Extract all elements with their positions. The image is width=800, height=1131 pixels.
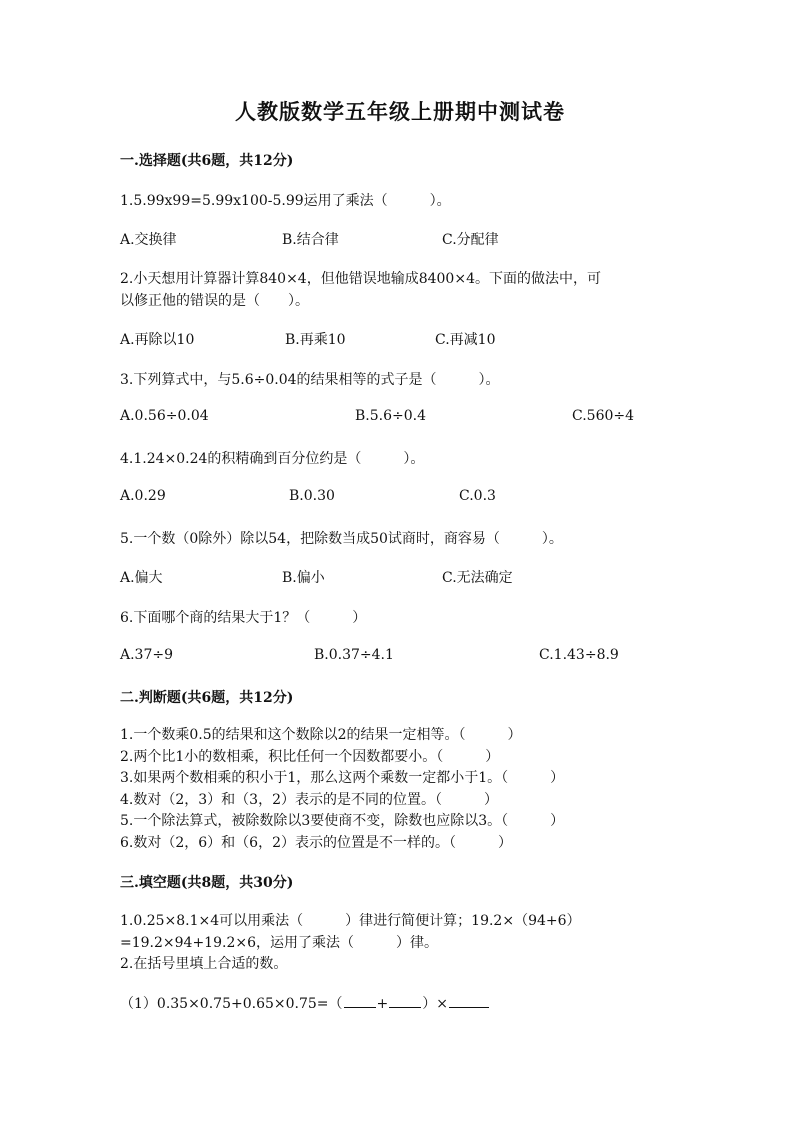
page-title: 人教版数学五年级上册期中测试卷 — [235, 99, 565, 124]
option-a: A.交换律 — [120, 232, 177, 248]
judge-item: 6.数对（2，6）和（6，2）表示的位置是不一样的。（ ） — [120, 835, 512, 851]
option-a: A.再除以10 — [120, 332, 195, 348]
formula-plus: + — [376, 996, 389, 1012]
fill-item: 1.0.25×8.1×4可以用乘法（ ）律进行简便计算；19.2×（94+6） — [120, 913, 581, 929]
question-text: 6.下面哪个商的结果大于1？（ ） — [120, 610, 367, 626]
fill-formula — [120, 993, 490, 1013]
option-c: C.0.3 — [459, 488, 496, 504]
option-c: C.分配律 — [442, 232, 499, 248]
question-text: 2.小天想用计算器计算840×4，但他错误地输成8400×4。下面的做法中，可 — [120, 271, 601, 287]
option-b: B.偏小 — [282, 570, 325, 586]
option-c: C.无法确定 — [442, 570, 513, 586]
question-text: 以修正他的错误的是（ ）。 — [120, 293, 309, 309]
answer-blank[interactable] — [344, 993, 376, 1008]
section-heading-choice: 一.选择题(共6题，共12分) — [120, 153, 294, 169]
answer-blank[interactable] — [449, 993, 489, 1008]
judge-item: 4.数对（2，3）和（3，2）表示的是不同的位置。（ ） — [120, 792, 498, 808]
option-b: B.5.6÷0.4 — [355, 408, 426, 424]
option-a: A.37÷9 — [120, 647, 174, 663]
judge-item: 1.一个数乘0.5的结果和这个数除以2的结果一定相等。（ ） — [120, 727, 522, 743]
fill-item: 2.在括号里填上合适的数。 — [120, 956, 288, 972]
option-a: A.0.56÷0.04 — [120, 408, 209, 424]
judge-item: 5.一个除法算式，被除数除以3要使商不变，除数也应除以3。（ ） — [120, 813, 565, 829]
section-heading-fill: 三.填空题(共8题，共30分) — [120, 875, 294, 891]
fill-item: =19.2×94+19.2×6，运用了乘法（ ）律。 — [120, 935, 438, 951]
option-b: B.结合律 — [282, 232, 339, 248]
answer-blank[interactable] — [389, 993, 421, 1008]
judge-item: 3.如果两个数相乘的积小于1，那么这两个乘数一定都小于1。（ ） — [120, 770, 565, 786]
question-text: 4.1.24×0.24的积精确到百分位约是（ ）。 — [120, 451, 425, 467]
judge-item: 2.两个比1小的数相乘，积比任何一个因数都要小。（ ） — [120, 749, 500, 765]
option-c: C.560÷4 — [572, 408, 635, 424]
option-c: C.1.43÷8.9 — [539, 647, 619, 663]
question-text: 1.5.99x99=5.99x100-5.99运用了乘法（ ）。 — [120, 193, 451, 209]
option-b: B.再乘10 — [285, 332, 346, 348]
question-text: 3.下列算式中，与5.6÷0.04的结果相等的式子是（ ）。 — [120, 372, 500, 388]
formula-prefix: （1）0.35×0.75+0.65×0.75=（ — [120, 996, 343, 1012]
option-b: B.0.37÷4.1 — [314, 647, 394, 663]
question-text: 5.一个数（0除外）除以54，把除数当成50试商时，商容易（ ）。 — [120, 531, 563, 547]
option-a: A.偏大 — [120, 570, 163, 586]
option-c: C.再减10 — [435, 332, 496, 348]
option-a: A.0.29 — [120, 488, 166, 504]
section-heading-judge: 二.判断题(共6题，共12分) — [120, 690, 294, 706]
option-b: B.0.30 — [289, 488, 335, 504]
formula-close: ）× — [422, 996, 448, 1012]
